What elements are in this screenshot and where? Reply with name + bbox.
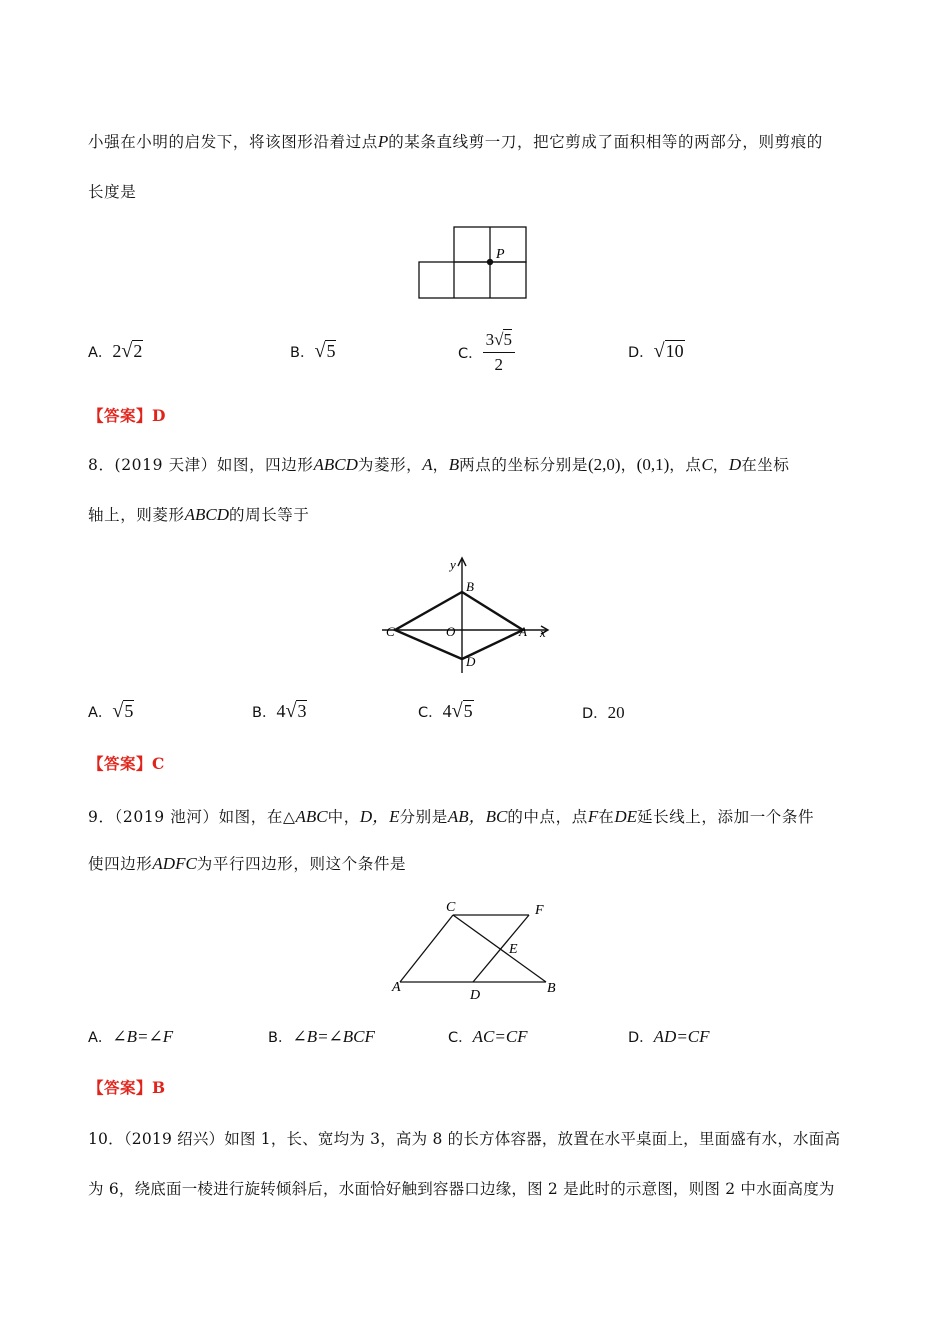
svg-text:A: A (392, 980, 401, 995)
q8-figure-rhombus (382, 555, 557, 677)
q8-line2: 轴上，则菱形ABCD的周长等于 (88, 505, 310, 524)
q7-line1: 小强在小明的启发下，将该图形沿着过点P的某条直线剪一刀，把它剪成了面积相等的两部分，则剪痕的 (88, 132, 823, 151)
svg-text:C: C (386, 624, 395, 639)
svg-text:B: B (547, 981, 556, 996)
q9-answer: 【答案】B (88, 1078, 166, 1097)
svg-text:D: D (466, 654, 476, 669)
q8-option-d[interactable]: D．20 (582, 703, 625, 722)
q7-line2: 长度是 (88, 183, 137, 201)
svg-text:E: E (509, 942, 518, 957)
q9-segment-ac (400, 915, 453, 982)
q7-var-p: P (377, 132, 389, 151)
q9-segment-cb (453, 915, 546, 982)
svg-text:A: A (519, 624, 527, 639)
q8-option-c[interactable]: C．4√5 (418, 700, 473, 722)
q7-label-p: P (496, 247, 505, 262)
q8-option-a[interactable]: A．√5 (88, 700, 134, 722)
q9-option-d[interactable]: D．AD=CF (628, 1027, 710, 1046)
svg-text:y: y (450, 557, 456, 572)
q7-option-c[interactable]: C． $\frac{3√5}{2}$ (458, 330, 515, 375)
svg-text:C: C (446, 900, 456, 915)
q8-line1: 8．(2019 天津）如图，四边形ABCD为菱形，A，B两点的坐标分别是(2,0)，(0,1)，点C，D在坐标 (88, 455, 790, 474)
q7-option-d[interactable]: D．√10 (628, 340, 684, 362)
q8-answer: 【答案】C (88, 754, 165, 773)
svg-text:B: B (466, 579, 474, 594)
q9-line2: 使四边形ADFC为平行四边形，则这个条件是 (88, 854, 407, 873)
q9-option-c[interactable]: C．AC=CF (448, 1027, 528, 1046)
q8-option-b[interactable]: B．4√3 (252, 700, 307, 722)
svg-text:D: D (470, 988, 481, 1003)
q9-segment-df (473, 915, 529, 982)
q7-figure-grid (417, 224, 529, 302)
q9-option-a[interactable]: A．∠B=∠F (88, 1027, 174, 1046)
svg-text:x: x (540, 625, 546, 640)
q8-rhombus (395, 592, 523, 659)
svg-text:O: O (446, 624, 456, 639)
q7-option-b[interactable]: B．√5 (290, 340, 336, 362)
q10-line2: 为 6，绕底面一棱进行旋转倾斜后，水面恰好触到容器口边缘，图 2 是此时的示意图，则图 2 中水面高度为 (88, 1180, 835, 1198)
q9-figure-triangle (388, 895, 563, 1005)
q9-option-b[interactable]: B．∠B=∠BCF (268, 1027, 375, 1046)
q7-answer: 【答案】D (88, 406, 166, 425)
q9-line1: 9．（2019 池河）如图，在△ABC中，D，E分别是AB，BC的中点，点F在DE延长线上，添加一个条件 (88, 807, 815, 826)
q7-option-a[interactable]: A．2√2 (88, 340, 143, 362)
svg-text:F: F (535, 903, 544, 918)
q10-line1: 10．（2019 绍兴）如图 1，长、宽均为 3，高为 8 的长方体容器，放置在水平桌面上，里面盛有水，水面高 (88, 1130, 841, 1148)
q7-point-p (487, 259, 493, 265)
